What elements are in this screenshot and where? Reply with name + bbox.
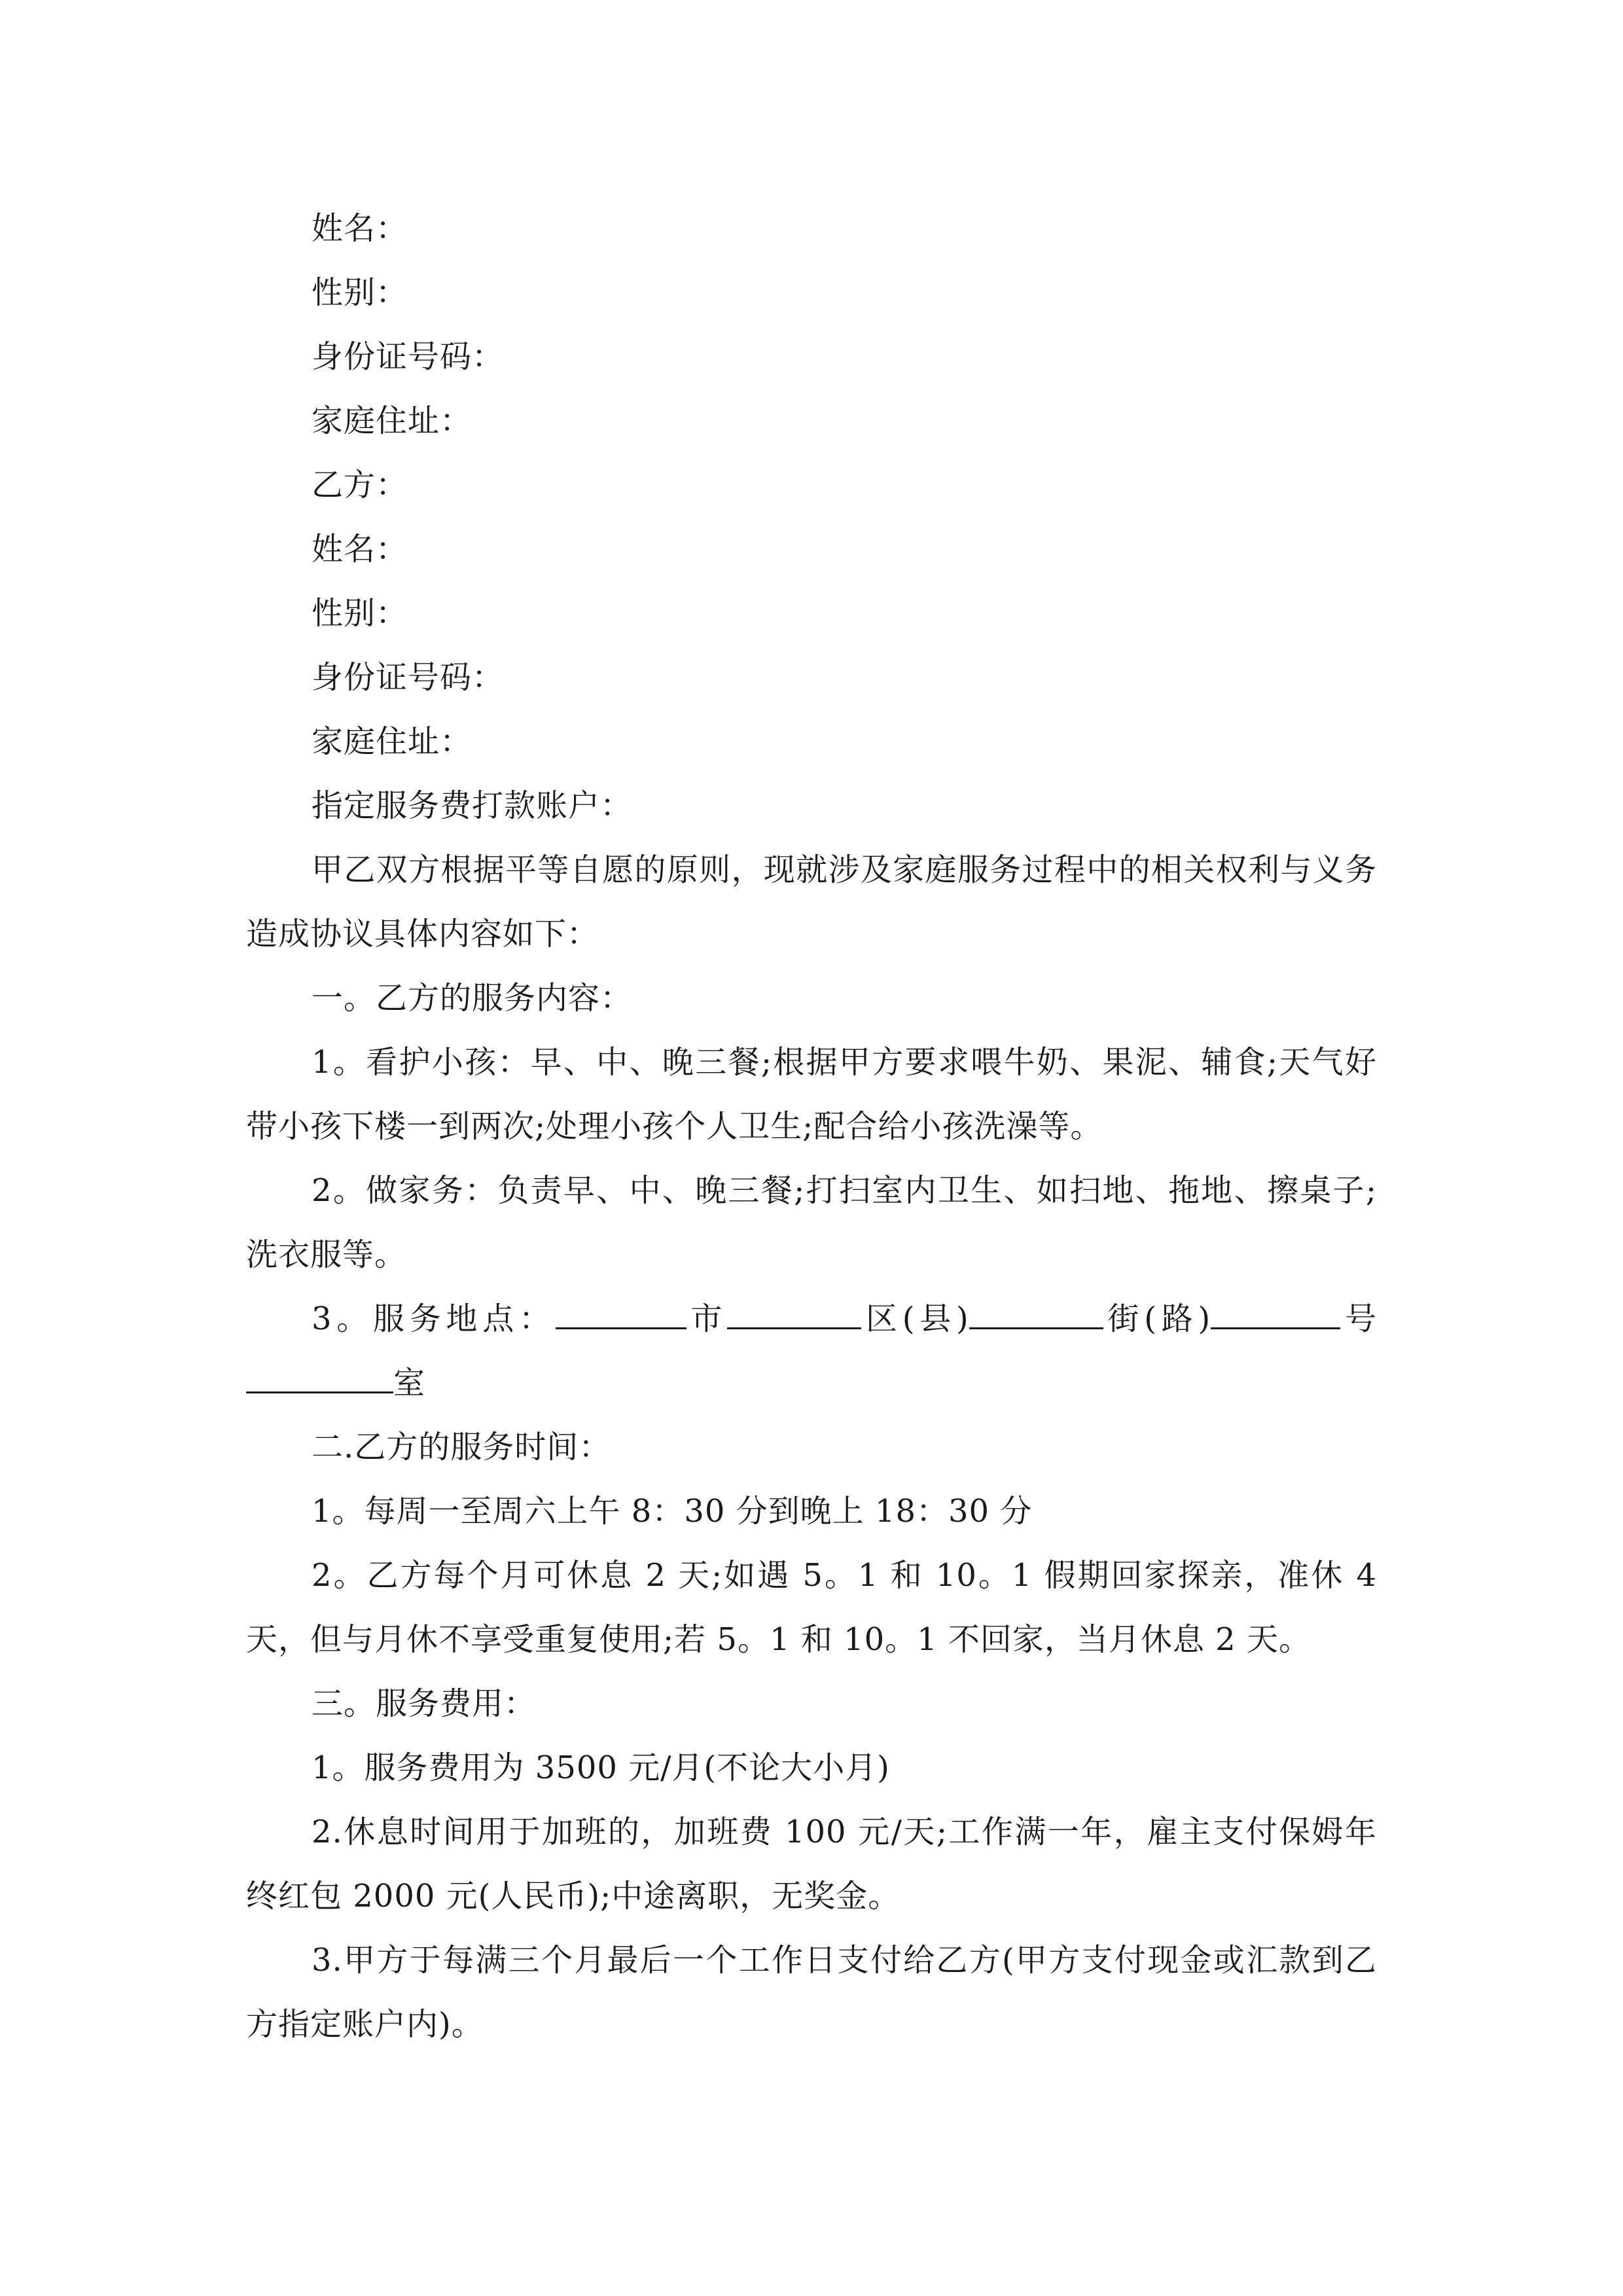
room-label: 室 xyxy=(393,1365,426,1401)
section2-heading: 二.乙方的服务时间： xyxy=(312,1429,611,1465)
service-location-label: 3。服务地点： xyxy=(312,1300,556,1337)
party-b-name-label: 姓名： xyxy=(312,531,408,567)
party-b-heading: 乙方： xyxy=(312,467,408,503)
section3-item3: 3.甲方于每满三个月最后一个工作日支付给乙方(甲方支付现金或汇款到乙方指定账户内)。 xyxy=(246,1942,1377,2043)
district-label: 区(县) xyxy=(861,1300,969,1337)
party-a-id-label: 身份证号码： xyxy=(312,338,505,375)
party-a-address-label: 家庭住址： xyxy=(312,403,473,439)
section1-heading: 一。乙方的服务内容： xyxy=(312,980,633,1016)
city-blank xyxy=(556,1301,687,1329)
section3-item2: 2.休息时间用于加班的，加班费 100 元/天;工作满一年，雇主支付保姆年终红包 2000 元(人民币);中途离职，无奖金。 xyxy=(246,1814,1377,1914)
section3-heading: 三。服务费用： xyxy=(312,1685,537,1722)
number-label: 号 xyxy=(1340,1300,1377,1337)
party-a-gender-label: 性别： xyxy=(312,274,408,311)
intro-paragraph: 甲乙双方根据平等自愿的原则，现就涉及家庭服务过程中的相关权利与义务造成协议具体内容如下： xyxy=(246,852,1377,952)
party-a-name-label: 姓名： xyxy=(312,210,408,247)
section1-item2: 2。做家务：负责早、中、晚三餐;打扫室内卫生、如扫地、拖地、擦桌子;洗衣服等。 xyxy=(246,1172,1377,1273)
section1-item1: 1。看护小孩：早、中、晚三餐;根据甲方要求喂牛奶、果泥、辅食;天气好带小孩下楼一到两次;处理小孩个人卫生;配合给小孩洗澡等。 xyxy=(246,1044,1377,1145)
number-blank xyxy=(1211,1301,1340,1329)
party-b-account-label: 指定服务费打款账户： xyxy=(312,787,633,824)
section2-item2: 2。乙方每个月可休息 2 天;如遇 5。1 和 10。1 假期回家探亲，准休 4 天，但与月休不享受重复使用;若 5。1 和 10。1 不回家，当月休息 2 天。 xyxy=(246,1557,1377,1658)
street-label: 街(路) xyxy=(1103,1300,1211,1337)
party-b-address-label: 家庭住址： xyxy=(312,723,473,760)
city-label: 市 xyxy=(686,1300,728,1337)
district-blank xyxy=(727,1301,861,1329)
contract-body xyxy=(246,196,1377,2056)
party-b-id-label: 身份证号码： xyxy=(312,659,505,696)
street-blank xyxy=(969,1301,1103,1329)
party-b-gender-label: 性别： xyxy=(312,595,408,632)
section1-item3 xyxy=(246,1287,1377,1415)
section2-item1: 1。每周一至周六上午 8：30 分到晚上 18：30 分 xyxy=(312,1493,1033,1530)
section3-item1: 1。服务费用为 3500 元/月(不论大小月) xyxy=(312,1749,890,1786)
room-blank xyxy=(246,1365,393,1393)
